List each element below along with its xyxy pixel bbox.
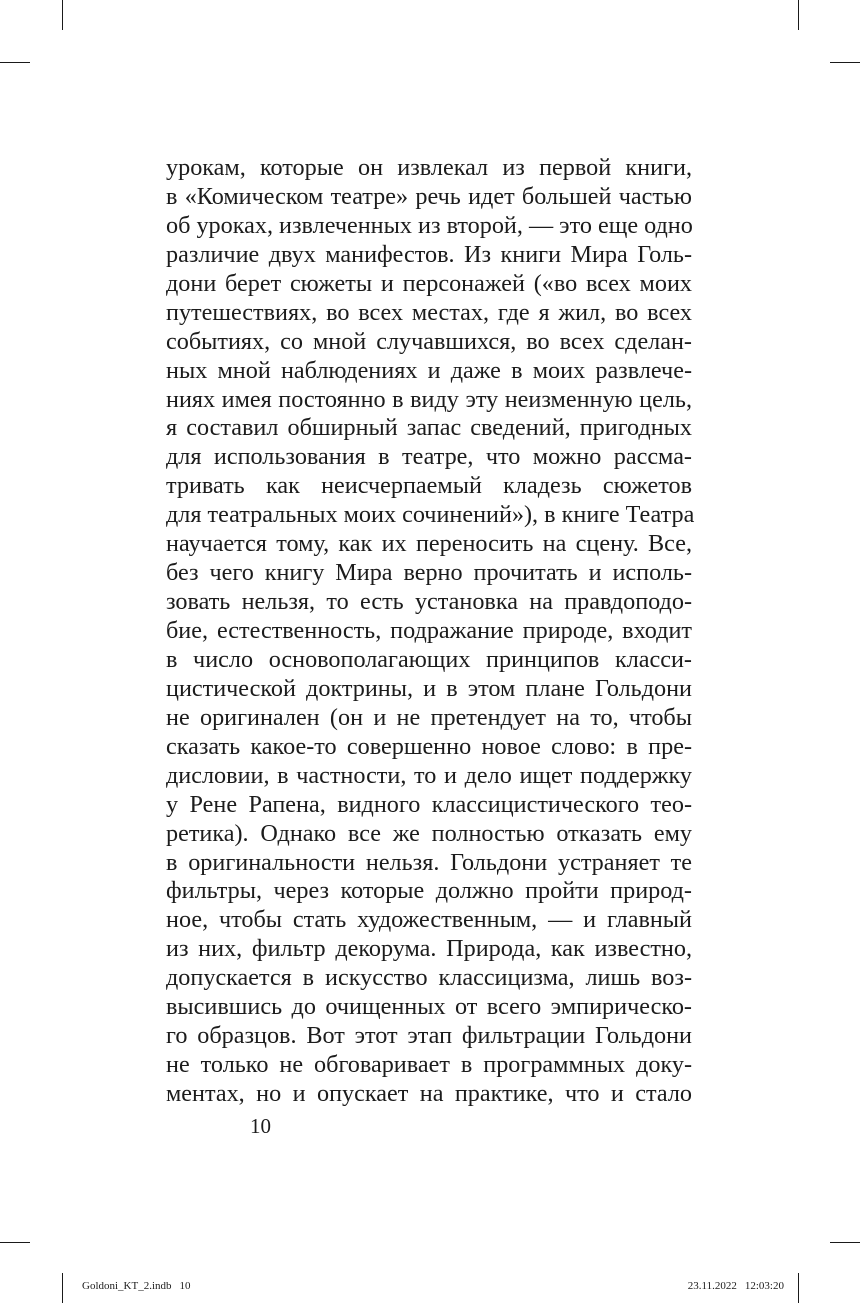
text-line: ретика). Однако все же полностью отказать ему <box>166 819 692 847</box>
slug-time: 12:03:20 <box>744 1280 784 1292</box>
text-line: высившись до очищенных от всего эмпирическо- <box>166 993 692 1021</box>
body-text <box>166 154 695 1109</box>
text-line: в «Комическом театре» речь идет большей частью <box>166 182 692 210</box>
text-line: из них, фильтр декорума. Природа, как известно, <box>166 935 692 963</box>
text-line: различие двух манифестов. Из книги Мира Голь- <box>166 240 692 268</box>
text-line: бие, естественность, подражание природе, входит <box>166 617 692 644</box>
page-number: 10 <box>250 1114 271 1138</box>
text-line: событиях, со мной случавшихся, во всех сделан- <box>166 327 692 355</box>
text-line: ное, чтобы стать художественным, — и главный <box>166 906 692 934</box>
crop-mark-top-left <box>62 0 63 30</box>
text-line: цистической доктрины, и в этом плане Гольдони <box>166 674 692 702</box>
text-line: в число основополагающих принципов класси- <box>166 645 692 673</box>
text-line: в оригинальности нельзя. Гольдони устраняет те <box>166 848 692 876</box>
text-line: не оригинален (он и не претендует на то, чтобы <box>166 703 692 731</box>
text-line: ниях имея постоянно в виду эту неизменную цель, <box>166 385 692 413</box>
text-line: для использования в театре, что можно рассма- <box>166 443 692 471</box>
slug-filename: Goldoni_KT_2.indb <box>82 1280 172 1292</box>
text-line: ментах, но и опускает на практике, что и стало <box>166 1080 692 1107</box>
text-line: я составил обширный запас сведений, пригодных <box>166 414 692 442</box>
crop-mark-left-bottom <box>0 1242 30 1243</box>
text-line: сказать какое-то совершенно новое слово: в пре- <box>166 732 692 760</box>
text-line: об уроках, извлеченных из второй, — это еще одно <box>166 211 693 239</box>
text-line: для театральных моих сочинений»), в книге Театра <box>166 501 695 529</box>
crop-mark-bottom-left <box>62 1273 63 1303</box>
text-line: дони берет сюжеты и персонажей («во всех моих <box>166 269 692 297</box>
text-line: без чего книгу Мира верно прочитать и исполь- <box>166 559 692 587</box>
text-line: ных мной наблюдениях и даже в моих развлече- <box>166 356 692 384</box>
crop-mark-bottom-right <box>798 1273 799 1303</box>
text-line: научается тому, как их переносить на сцену. Все, <box>166 530 692 558</box>
print-slug-file <box>82 1280 191 1292</box>
slug-sheet: 10 <box>179 1280 191 1292</box>
text-line: урокам, которые он извлекал из первой книги, <box>166 154 692 181</box>
slug-date: 23.11.2022 <box>687 1280 737 1292</box>
print-slug-timestamp <box>688 1280 784 1292</box>
text-line: фильтры, через которые должно пройти природ- <box>166 877 692 905</box>
crop-mark-right-bottom <box>830 1242 860 1243</box>
text-line: допускается в искусство классицизма, лишь воз- <box>166 964 692 992</box>
text-line: не только не обговаривает в программных доку- <box>166 1051 692 1079</box>
text-line: дисловии, в частности, то и дело ищет поддержку <box>166 761 692 789</box>
crop-mark-right-top <box>830 62 860 63</box>
crop-mark-left-top <box>0 62 30 63</box>
text-line: зовать нельзя, то есть установка на правдоподо- <box>166 588 692 616</box>
text-line: тривать как неисчерпаемый кладезь сюжетов <box>166 472 692 500</box>
crop-mark-top-right <box>798 0 799 30</box>
text-line: путешествиях, во всех местах, где я жил, во всех <box>166 298 692 326</box>
text-line: у Рене Рапена, видного классицистического тео- <box>166 790 692 818</box>
text-line: го образцов. Вот этот этап фильтрации Гольдони <box>166 1022 692 1050</box>
